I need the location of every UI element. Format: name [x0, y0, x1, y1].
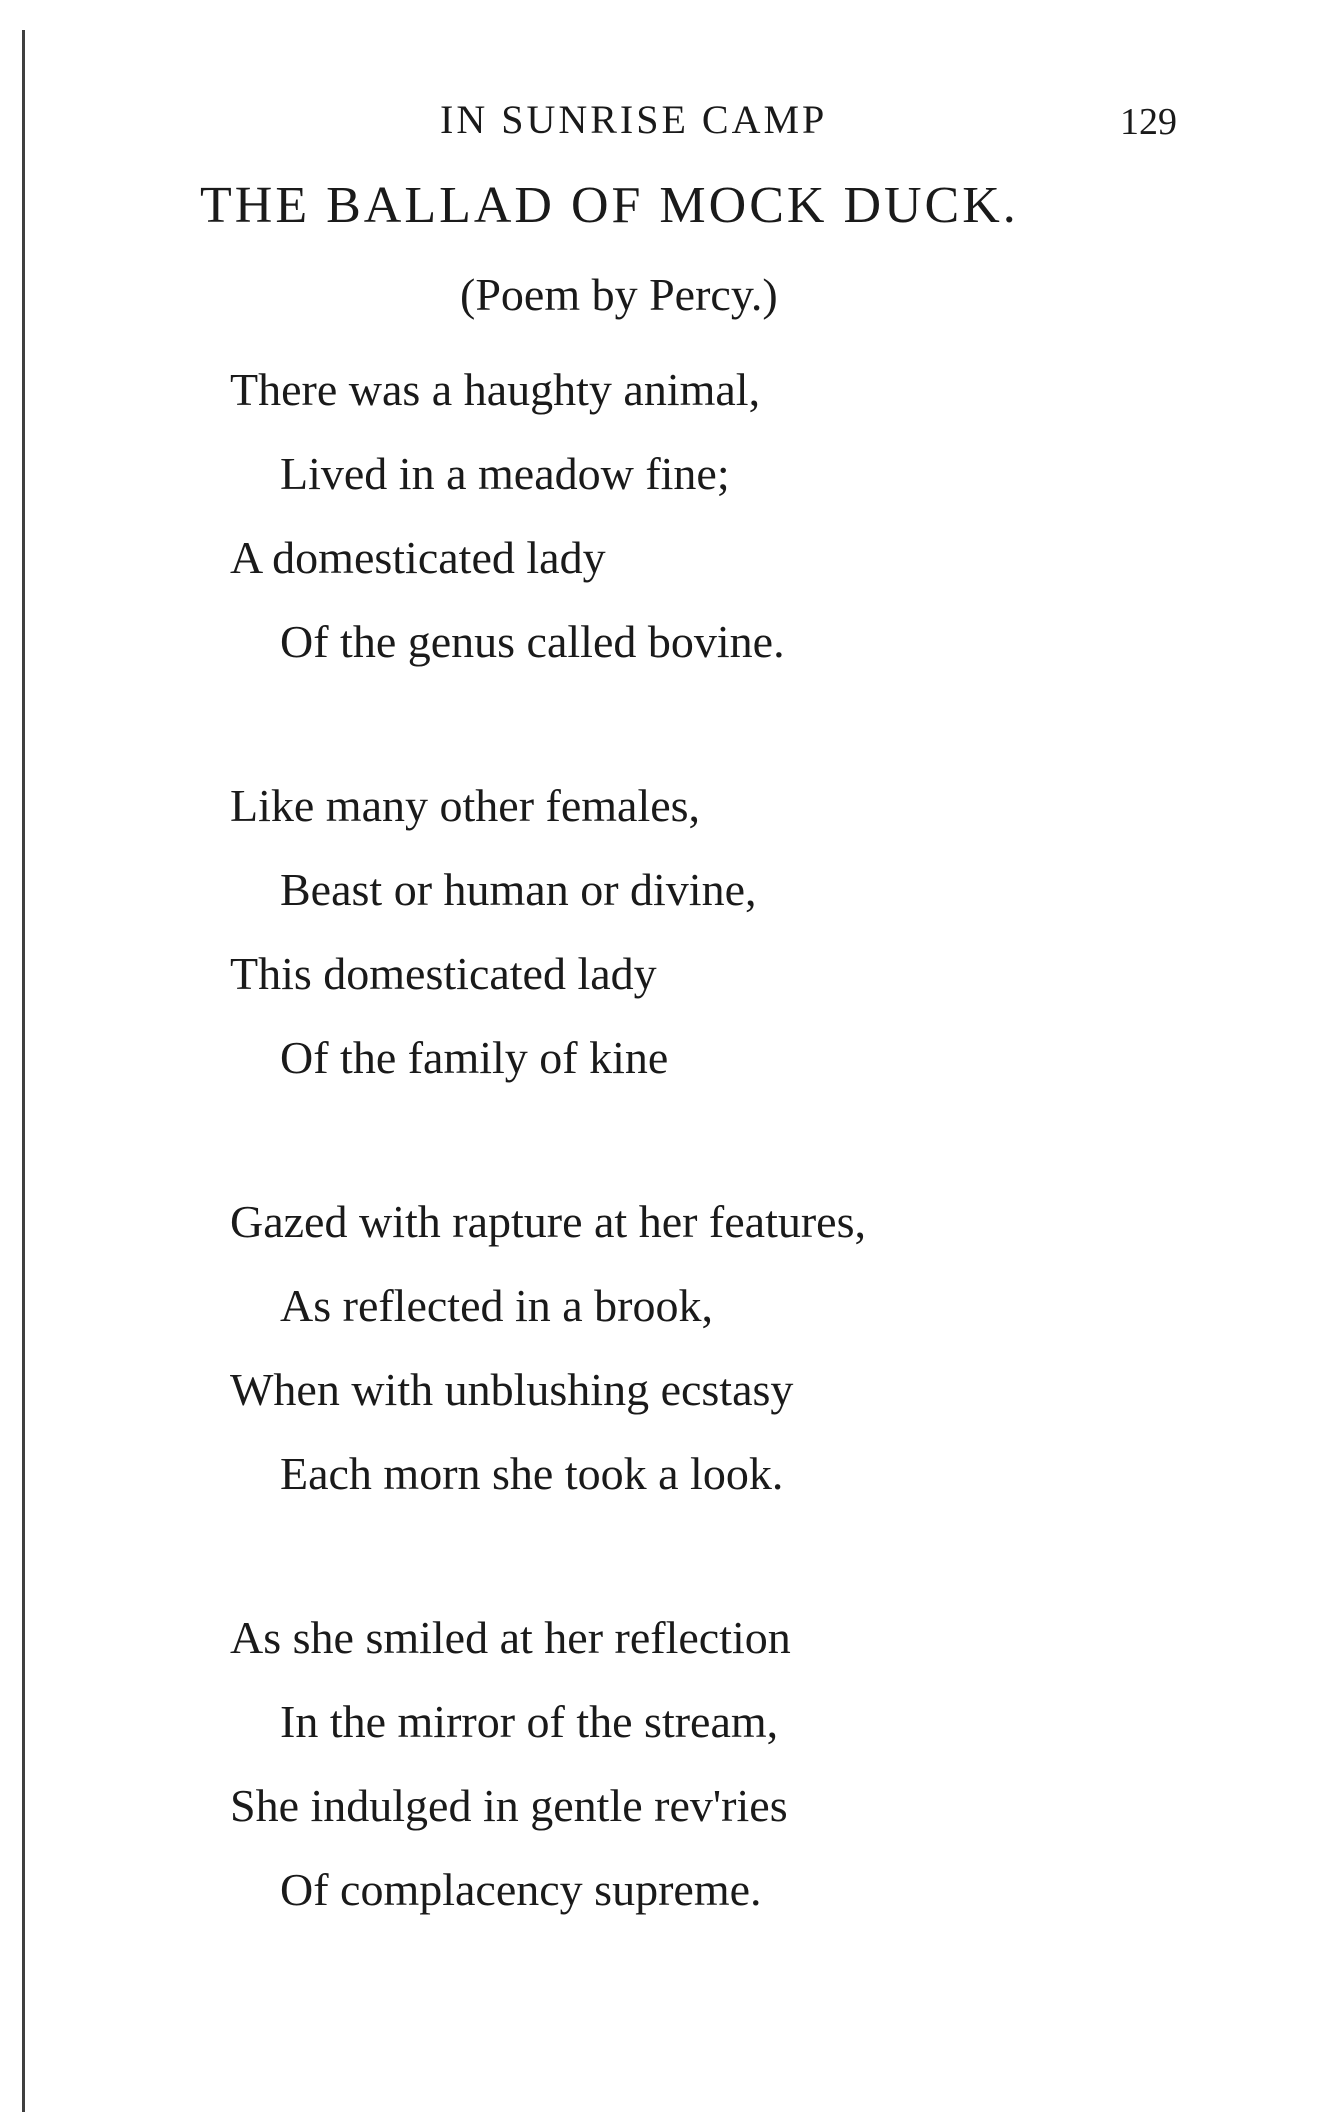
poem-line: As she smiled at her reflection: [230, 1612, 791, 1663]
stanza-4: [230, 1596, 1230, 1932]
binding-edge: [22, 0, 25, 2112]
poem-line: Of complacency supreme.: [280, 1864, 762, 1915]
poem-line: As reflected in a brook,: [280, 1280, 714, 1331]
poem-line: This domesticated lady: [230, 948, 657, 999]
poem-line: Beast or human or divine,: [280, 864, 757, 915]
poem-line: Of the genus called bovine.: [280, 616, 785, 667]
stanza-2: [230, 764, 1230, 1100]
poem-line: Lived in a meadow fine;: [280, 448, 730, 499]
poem-line: Each morn she took a look.: [280, 1448, 784, 1499]
stanza-3: [230, 1180, 1230, 1516]
poem-line: A domesticated lady: [230, 532, 606, 583]
poem-line: Gazed with rapture at her features,: [230, 1196, 867, 1247]
poem-line: Of the family of kine: [280, 1032, 669, 1083]
stanza-1: [230, 348, 1230, 684]
poem-line: Like many other females,: [230, 780, 701, 831]
poem-line: She indulged in gentle rev'ries: [230, 1780, 788, 1831]
running-head: IN SUNRISE CAMP: [440, 97, 828, 142]
poem-body: [230, 348, 1230, 2012]
poem-line: There was a haughty animal,: [230, 364, 761, 415]
poem-line: When with unblushing ecstasy: [230, 1364, 794, 1415]
poem-title: THE BALLAD OF MOCK DUCK.: [200, 177, 1019, 234]
page-number: 129: [1120, 101, 1177, 143]
poem-line: In the mirror of the stream,: [280, 1696, 779, 1747]
poem-attribution: (Poem by Percy.): [460, 269, 778, 320]
